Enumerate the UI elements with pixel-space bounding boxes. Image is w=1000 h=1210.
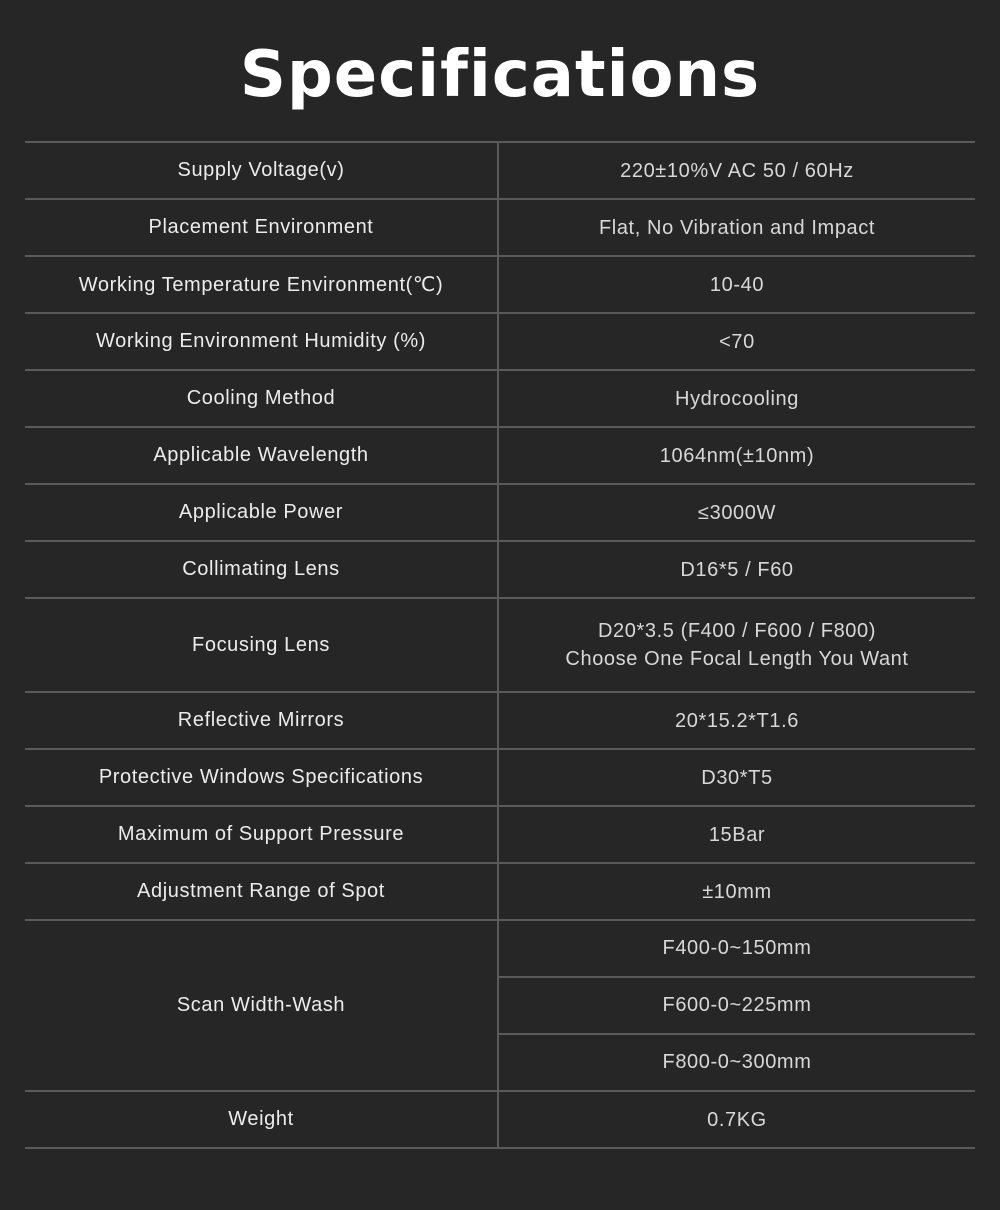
spec-value: F400-0~150mm xyxy=(499,921,975,978)
spec-row-placement-environment xyxy=(25,200,975,257)
spec-value: 220±10%V AC 50 / 60Hz xyxy=(620,159,854,182)
spec-row-collimating-lens xyxy=(25,542,975,599)
spec-row-humidity xyxy=(25,314,975,371)
spec-label: Adjustment Range of Spot xyxy=(25,864,499,919)
spec-label: Reflective Mirrors xyxy=(25,693,499,748)
spec-value: Hydrocooling xyxy=(675,387,799,410)
spec-label: Maximum of Support Pressure xyxy=(25,807,499,862)
spec-row-reflective-mirrors xyxy=(25,693,975,750)
spec-label: Weight xyxy=(25,1092,499,1147)
spec-value xyxy=(499,599,975,691)
spec-row-cooling-method xyxy=(25,371,975,428)
spec-row-weight xyxy=(25,1092,975,1149)
spec-value: D30*T5 xyxy=(701,766,773,789)
spec-value: Flat, No Vibration and Impact xyxy=(598,216,876,239)
spec-value: F800-0~300mm xyxy=(662,1051,812,1073)
spec-value: ≤3000W xyxy=(698,501,776,524)
spec-value: ±10mm xyxy=(702,880,772,903)
spec-label: Applicable Power xyxy=(25,485,499,540)
spec-value-line: D20*3.5 (F400 / F600 / F800) xyxy=(597,620,877,642)
spec-label: Supply Voltage(v) xyxy=(25,143,499,198)
spec-value: <70 xyxy=(719,330,755,353)
spec-label: Protective Windows Specifications xyxy=(25,750,499,805)
spec-label: Collimating Lens xyxy=(25,542,499,597)
spec-value: D16*5 / F60 xyxy=(680,558,794,581)
spec-label: Placement Environment xyxy=(25,200,499,255)
spec-row-focusing-lens xyxy=(25,599,975,693)
spec-row-wavelength xyxy=(25,428,975,485)
spec-label: Applicable Wavelength xyxy=(25,428,499,483)
spec-row-scan-width xyxy=(25,921,975,1092)
spec-row-support-pressure xyxy=(25,807,975,864)
spec-label: Scan Width-Wash xyxy=(25,921,499,1090)
specifications-table xyxy=(25,141,975,1149)
spec-label: Working Temperature Environment(℃) xyxy=(25,257,499,312)
spec-row-protective-windows xyxy=(25,750,975,807)
spec-value: 15Bar xyxy=(708,823,766,846)
spec-row-supply-voltage xyxy=(25,143,975,200)
spec-label: Focusing Lens xyxy=(25,599,499,691)
spec-value: F600-0~225mm xyxy=(499,978,975,1035)
spec-value: 1064nm(±10nm) xyxy=(659,444,815,467)
spec-row-working-temperature xyxy=(25,257,975,314)
spec-value: 20*15.2*T1.6 xyxy=(675,709,799,732)
spec-row-power xyxy=(25,485,975,542)
spec-value: 0.7KG xyxy=(707,1108,767,1131)
spec-value: 10-40 xyxy=(709,273,765,296)
page-title: Specifications xyxy=(239,38,761,112)
spec-row-spot-adjustment xyxy=(25,864,975,921)
spec-value-group xyxy=(499,921,975,1090)
spec-label: Working Environment Humidity (%) xyxy=(25,314,499,369)
spec-label: Cooling Method xyxy=(25,371,499,426)
spec-value-line: Choose One Focal Length You Want xyxy=(565,648,909,670)
